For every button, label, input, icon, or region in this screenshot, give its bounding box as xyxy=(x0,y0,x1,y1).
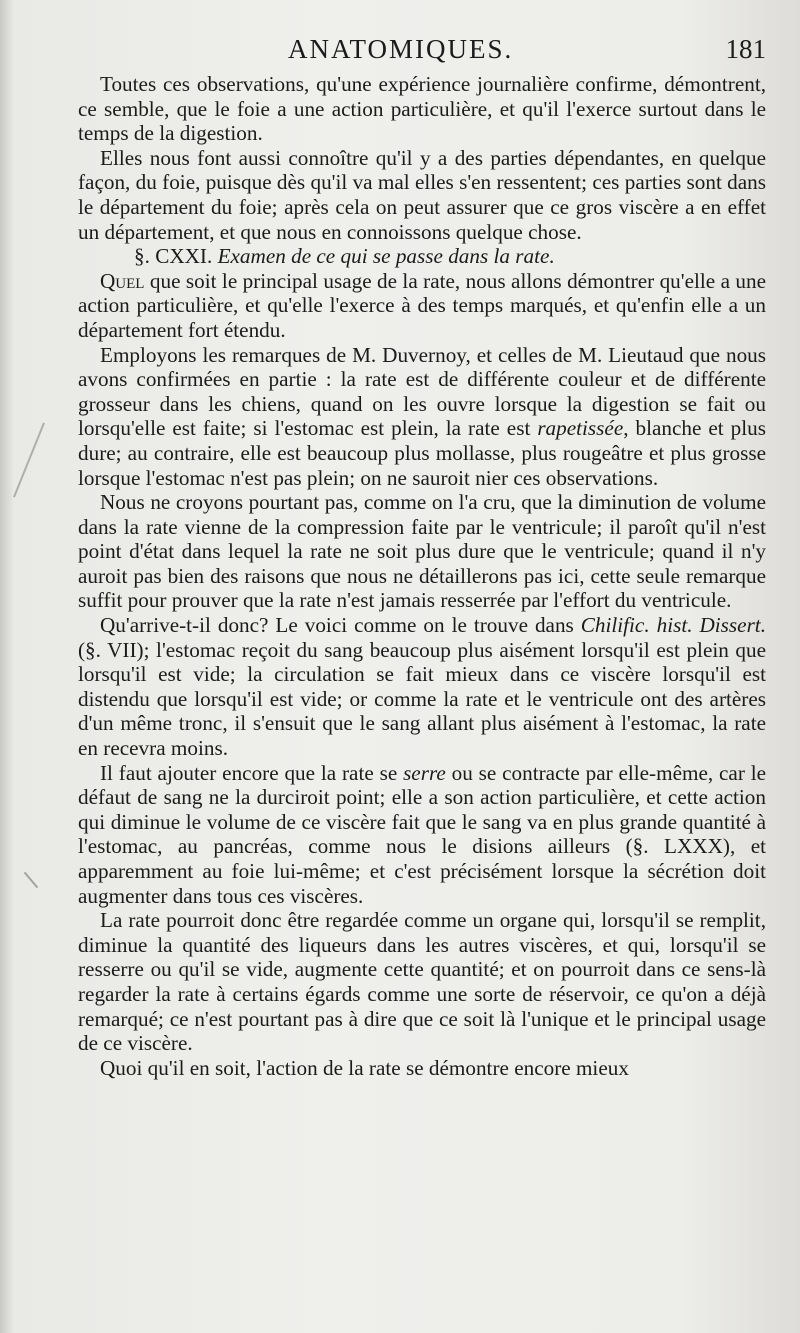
paragraph-text: ou se contracte par elle-même, car le défaut de sang ne la durciroit point; elle a son action particulière, et cette action qui diminue le volume de ce viscère fait que le sang va en plus grande quantité à l'estomac, au pancréas, comme nous le disions ailleurs (§. LXXX), et apparemment au foie lui-même; et c'est précisément lorsque la sécrétion doit augmenter dans tous ces viscères. xyxy=(78,760,766,908)
paragraph: La rate pourroit donc être regardée comme un organe qui, lorsqu'il se remplit, diminue la quantité des liqueurs dans les autres viscères, et qui, lorsqu'il se resserre ou qu'il se vide, augmente cette quantité; et on pourroit dans ce sens-là regarder la rate à certains égards comme une sorte de réservoir, ce qu'on a déjà remarqué; ce n'est pourtant pas à dire que ce soit là l'unique et le principal usage de ce viscère. xyxy=(78,908,766,1056)
running-title: ANATOMIQUES. xyxy=(288,34,514,64)
section-heading xyxy=(78,244,766,269)
paragraph: Elles nous font aussi connoître qu'il y a des parties dépendantes, en quelque façon, du foie, puisque dès qu'il va mal elles s'en ressentent; ces parties sont dans le département du foie; après cela on peut assurer que ce gros viscère a en effet un département, et que nous en connoissons quelque chose. xyxy=(78,145,766,244)
paragraph-text: Employons les remarques de M. Duvernoy, et celles de M. Lieutaud que nous avons confirmées en partie : la rate est de différente couleur et de différente grosseur dans les chiens, quand on les ouvre lorsque la digestion se fait ou lorsqu'elle est faite; si l'estomac est plein, la rate est xyxy=(78,342,766,441)
citation: Chilific. hist. Dissert. xyxy=(580,613,766,638)
margin-scratch-mark xyxy=(24,872,38,889)
margin-scratch-mark xyxy=(13,423,45,498)
paragraph-text: Qu'arrive-t-il donc? Le voici comme on le trouve dans xyxy=(100,613,581,638)
paragraph: Toutes ces observations, qu'une expérience journalière confirme, démontrent, ce semble, que le foie a une action particulière, et qu'il l'exerce surtout dans le temps de la digestion. xyxy=(78,72,766,146)
page-header xyxy=(78,34,770,70)
paragraph: Quoi qu'il en soit, l'action de la rate se démontre encore mieux xyxy=(100,1055,629,1080)
section-number: §. CXXI. xyxy=(134,244,213,269)
page-body xyxy=(78,72,766,1080)
page-number: 181 xyxy=(725,34,766,64)
paragraph-text: Il faut ajouter encore que la rate se xyxy=(100,760,404,785)
section-title: Examen de ce qui se passe dans la rate. xyxy=(217,244,555,269)
drop-word: Quel xyxy=(100,268,145,293)
paragraph xyxy=(78,761,766,909)
paragraph-text: que soit le principal usage de la rate, nous allons démontrer qu'elle a une action particulière, et qu'elle l'exerce à des temps marqués, et qu'enfin elle a un département fort étendu. xyxy=(78,268,766,342)
paragraph-text: (§. VII); l'estomac reçoit du sang beaucoup plus aisément lorsqu'il est plein que lorsqu'il est vide; la circulation se fait mieux dans ce viscère lorsqu'il est distendu que lorsqu'il est vide; or comme la rate et le ventricule ont des artères d'un même tronc, il s'ensuit que le sang allant plus aisément à l'estomac, la rate en recevra moins. xyxy=(78,637,766,761)
italic-term: serre xyxy=(403,760,446,785)
paragraph xyxy=(78,269,766,343)
paragraph xyxy=(78,343,766,491)
paragraph: Nous ne croyons pourtant pas, comme on l'a cru, que la diminution de volume dans la rate vienne de la compression faite par le ventricule; il paroît qu'il n'est point d'état dans lequel la rate ne soit plus dure que le ventricule; quand il n'y auroit pas bien des raisons que nous ne détaillerons pas ici, cette seule remarque suffit pour prouver que la rate n'est jamais resserrée par l'effort du ventricule. xyxy=(78,490,766,613)
italic-term: rapetissée xyxy=(537,416,624,441)
paragraph-text: , blanche et plus dure; au contraire, elle est beaucoup plus mollasse, plus rougeâtre et plus grosse lorsque l'estomac n'est pas plein; on ne sauroit nier ces observations. xyxy=(78,416,766,490)
paragraph xyxy=(78,613,766,761)
